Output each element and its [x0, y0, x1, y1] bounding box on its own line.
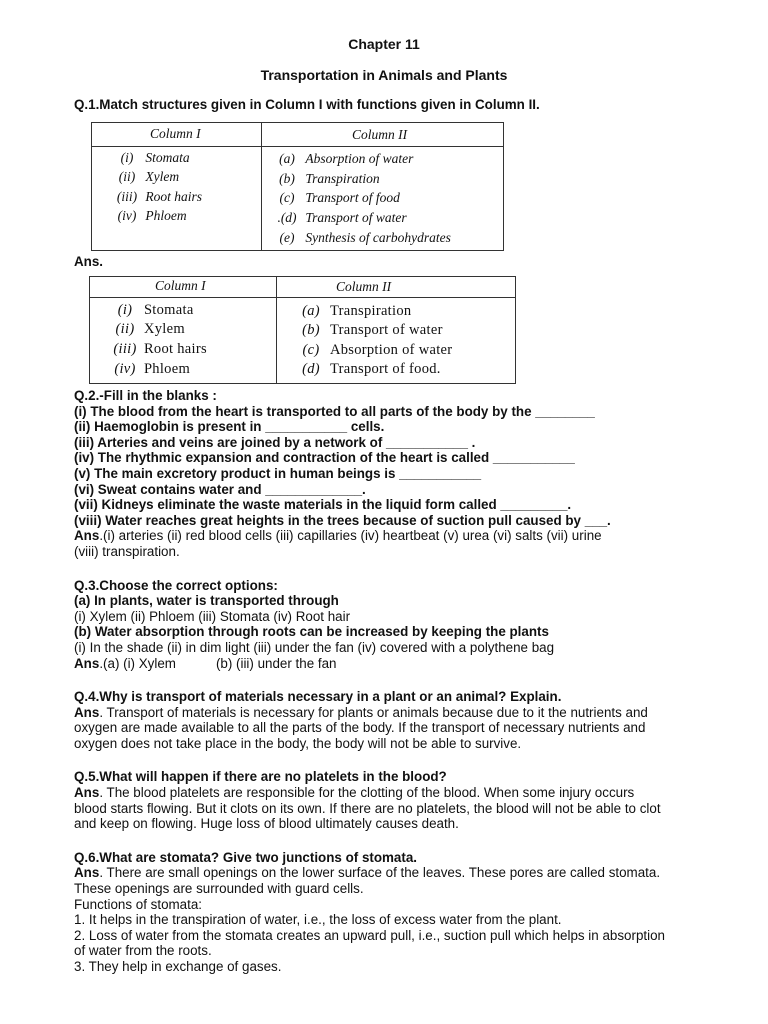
table-row: (b) Transport of water	[302, 322, 443, 338]
list-item: 2. Loss of water from the stomata creates an upward pull, i.e., suction pull which helps in absorption	[74, 927, 665, 943]
q3-b-options: (i) In the shade (ii) in dim light (iii) under the fan (iv) covered with a polythene bag	[74, 639, 555, 655]
list-item: of water from the roots.	[74, 943, 212, 959]
q2-section	[74, 388, 694, 975]
table-row: (e) Synthesis of carbohydrates	[279, 230, 451, 245]
table-row: (iv) Phloem	[117, 208, 187, 223]
q2-answer: Ans.(i) arteries (ii) red blood cells (iii) capillaries (iv) heartbeat (v) urea (vi) salts (vii) urine	[74, 528, 602, 544]
table-row: (iii) Root hairs	[113, 341, 207, 357]
q4-answer-cont: oxygen does not take place in the body, the body will not be able to survive.	[74, 735, 522, 751]
table-row: (iv) Phloem	[114, 361, 191, 377]
list-item: 3. They help in exchange of gases.	[74, 959, 282, 974]
table-row: (iii) Root hairs	[116, 189, 203, 204]
q6-question: Q.6.What are stomata? Give two junctions of stomata.	[74, 849, 418, 865]
table-row: (ii) Xylem	[118, 169, 180, 184]
q2-question: Q.2.-Fill in the blanks :	[74, 388, 217, 403]
q3-question: Q.3.Choose the correct options:	[74, 577, 278, 593]
q6-answer: Ans. There are small openings on the lower surface of the leaves. These pores are called stomata.	[74, 865, 661, 881]
list-item: (iii) Arteries and veins are joined by a network of ___________ .	[74, 434, 476, 450]
list-item: (v) The main excretory product in human beings is ___________	[74, 465, 482, 481]
q4-answer-cont: oxygen are made available to all the parts of the body. If the transport of necessary nutrients and	[74, 720, 646, 736]
q1-question: Q.1.Match structures given in Column I with functions given in Column II.	[74, 97, 540, 112]
list-item: (iv) The rhythmic expansion and contraction of the heart is called ___________	[74, 450, 575, 466]
column-1-header: Column I	[150, 126, 201, 141]
q3-b-question: (b) Water absorption through roots can be increased by keeping the plants	[74, 624, 549, 640]
column-1-header: Column I	[155, 278, 206, 293]
table-row: .(d) Transport of water	[277, 210, 407, 225]
table-row: (c) Transport of food	[279, 190, 400, 205]
q6-answer-cont: Functions of stomata:	[74, 896, 203, 912]
table-row: (i) Stomata	[117, 302, 194, 318]
match-table	[91, 122, 504, 251]
q5-answer-cont: and keep on flowing. Huge loss of blood ultimately causes death.	[74, 816, 459, 832]
answer-table	[89, 276, 516, 384]
list-item: (viii) Water reaches great heights in the trees because of suction pull caused by ___.	[74, 512, 611, 528]
q1-ans-label: Ans.	[74, 254, 104, 269]
q3-answer: Ans.(a) (i) Xylem (b) (iii) under the fan	[74, 655, 337, 671]
list-item: (vi) Sweat contains water and _____________.	[74, 481, 366, 497]
q5-question: Q.5.What will happen if there are no platelets in the blood?	[74, 769, 447, 785]
q6-answer-cont: These openings are surrounded with guard cells.	[74, 881, 364, 897]
q4-question: Q.4.Why is transport of materials necessary in a plant or an animal? Explain.	[74, 689, 562, 705]
page-title: Transportation in Animals and Plants	[260, 67, 508, 83]
q5-answer-cont: blood starts flowing. But it clots on its own. If there are no platelets, the blood will not be able to clot	[74, 800, 661, 816]
table-row: (ii) Xylem	[115, 321, 185, 337]
q3-a-options: (i) Xylem (ii) Phloem (iii) Stomata (iv) Root hair	[74, 608, 351, 624]
q4-answer: Ans. Transport of materials is necessary for plants or animals because due to it the nutrients and	[74, 704, 648, 720]
column-2-header: Column II	[336, 279, 392, 294]
table-row: (d) Transport of food.	[302, 361, 441, 377]
list-item: (i) The blood from the heart is transported to all parts of the body by the ________	[74, 403, 595, 419]
column-2-header: Column II	[352, 127, 408, 142]
table-row: (i) Stomata	[120, 150, 190, 165]
table-row: (b) Transpiration	[279, 171, 380, 186]
q3-a-question: (a) In plants, water is transported through	[74, 593, 339, 609]
list-item: 1. It helps in the transpiration of water, i.e., the loss of excess water from the plant.	[74, 912, 562, 928]
q2-answer-cont: (viii) transpiration.	[74, 543, 180, 559]
chapter-heading: Chapter 11	[348, 36, 420, 52]
list-item: (ii) Haemoglobin is present in ___________ cells.	[74, 419, 385, 435]
table-row: (c) Absorption of water	[302, 342, 453, 358]
table-row: (a) Transpiration	[302, 303, 412, 319]
table-row: (a) Absorption of water	[279, 151, 414, 166]
q5-answer: Ans. The blood platelets are responsible for the clotting of the blood. When some injury occurs	[74, 785, 635, 801]
list-item: (vii) Kidneys eliminate the waste materials in the liquid form called _________.	[74, 497, 572, 513]
